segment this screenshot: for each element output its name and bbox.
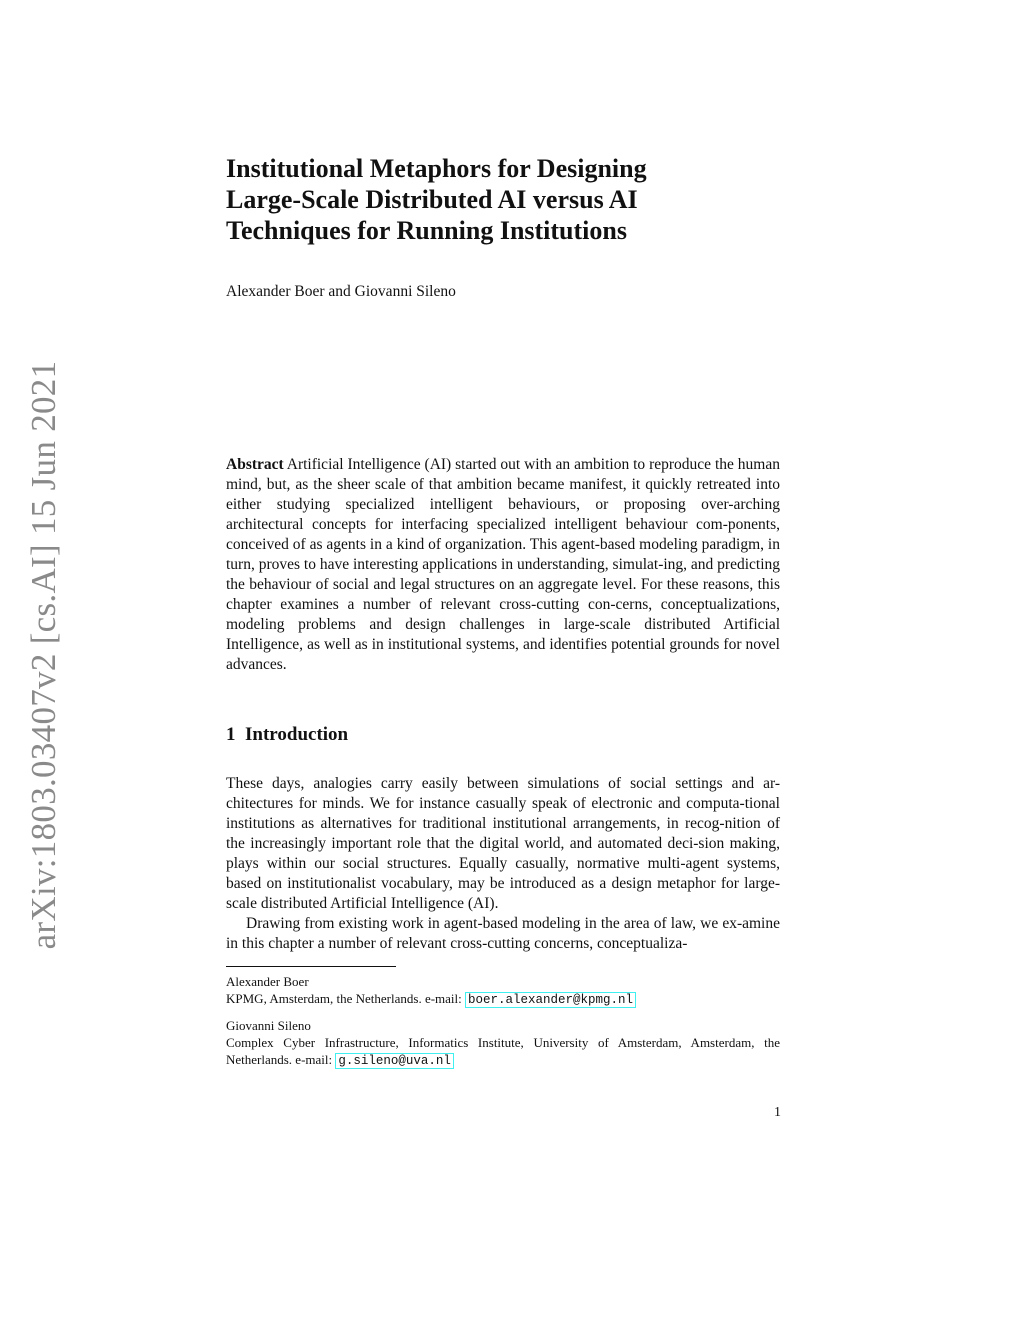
affiliation-text: KPMG, Amsterdam, the Netherlands. e-mail:: [226, 991, 462, 1006]
email-link[interactable]: boer.alexander@kpmg.nl: [465, 992, 636, 1008]
page-number: 1: [774, 1105, 781, 1120]
paragraph: These days, analogies carry easily between simulations of social settings and ar-chitectures for minds. We for instance casually speak of electronic and computa-tional institutions as alternatives for traditional institutional arrangements, in recog-nition of the increasingly important role that the digital world, and automated deci-sion making, plays within our social structures. Equally casually, normative multi-agent systems, based on institutionalist vocabulary, may be introduced as a design metaphor for large-scale distributed Artificial Intelligence (AI).: [226, 775, 780, 912]
arxiv-stamp-text: arXiv:1803.03407v2 [cs.AI] 15 Jun 2021: [24, 360, 63, 950]
author-list: Alexander Boer and Giovanni Sileno: [226, 283, 456, 300]
introduction-body: [226, 774, 780, 954]
footnote-rule: [226, 966, 396, 967]
paper-title: [226, 153, 786, 246]
section-number: 1: [226, 724, 236, 745]
footnotes: [226, 973, 780, 1078]
section-heading: [226, 724, 348, 746]
section-title: Introduction: [245, 724, 349, 745]
footnote-name: Giovanni Sileno: [226, 1018, 311, 1033]
footnote-name: Alexander Boer: [226, 974, 309, 989]
title-line: Large-Scale Distributed AI versus AI: [226, 185, 638, 214]
affiliation-text: Complex Cyber Infrastructure, Informatics Institute, University of Amsterdam, Amsterdam, the Netherlands. e-mail:: [226, 1035, 780, 1067]
abstract-label: Abstract: [226, 456, 284, 473]
email-link[interactable]: g.sileno@uva.nl: [335, 1053, 454, 1069]
title-line: Techniques for Running Institutions: [226, 216, 627, 245]
footnote-boer: [226, 973, 780, 1009]
footnote-affiliation: [226, 1034, 780, 1070]
footnote-affiliation: [226, 990, 780, 1009]
abstract-text: Artificial Intelligence (AI) started out with an ambition to reproduce the human mind, but, as the sheer scale of that ambition became manifest, it quickly retreated into either studying specialized intelligent behaviours, or proposing over-arching architectural concepts for interfacing specialized intelligent behaviour com-ponents, conceived of as agents in a kind of organization. This agent-based modeling paradigm, in turn, proves to have interesting applications in understanding, simulat-ing, and predicting the behaviour of social and legal structures on an aggregate level. For these reasons, this chapter examines a number of relevant cross-cutting con-cerns, conceptualizations, modeling problems and design challenges in large-scale distributed Artificial Intelligence, as well as in institutional systems, and identifies potential grounds for novel advances.: [226, 456, 781, 673]
paragraph: Drawing from existing work in agent-based modeling in the area of law, we ex-amine in this chapter a number of relevant cross-cutting concerns, conceptualiza-: [226, 915, 780, 952]
footnote-sileno: [226, 1017, 780, 1070]
abstract: [226, 455, 780, 675]
arxiv-stamp: [24, 360, 63, 950]
title-line: Institutional Metaphors for Designing: [226, 154, 647, 183]
